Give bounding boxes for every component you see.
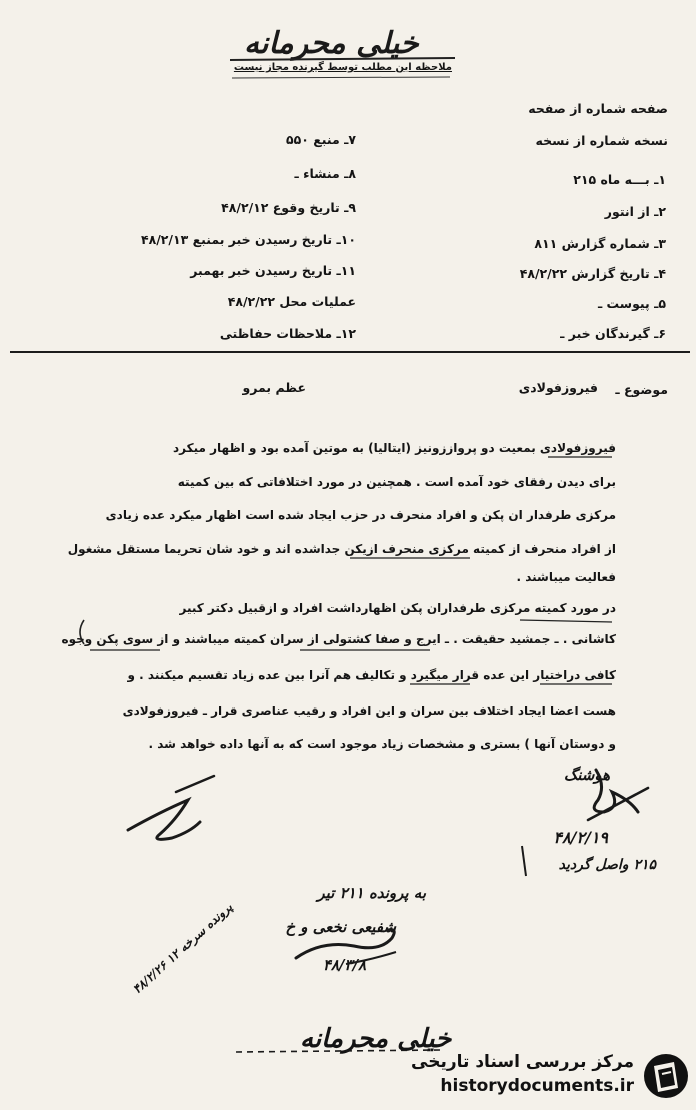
field-report-number: ۳ـ شماره گزارش ۸۱۱ [534,236,666,251]
body-line: فیروزفولادی بمعیت دو پرواززونیز (ایتالیا) به موتین آمده بود و اظهار میکرد [173,441,616,455]
field-attachment: ۵ـ پیوست ـ [597,296,666,311]
watermark-title: مرکز بررسی اسناد تاریخی [411,1052,634,1072]
field-to: ۱ـ بـــه ماه ۲۱۵ [573,172,666,187]
field-security-notes: ۱۲ـ ملاحظات حفاظتی [219,326,356,341]
handwritten-file-note: به پرونده ۲۱۱ تیر [317,884,426,902]
body-line: مرکزی طرفدار ان پکن و افراد منحرف در حزب ایجاد شده است اظهار میکرد عده زیادی [105,508,616,522]
body-line: از افراد منحرف از کمیته مرکزی منحرف ازیکن جداشده اند و خود شان تحریما مستقل مشغول [67,542,616,556]
handwritten-name-note: شفیعی نخعی و خ [285,918,396,936]
field-origin: ۸ـ منشاء ـ [294,166,356,181]
field-event-date: ۹ـ تاریخ وقوع ۴۸/۲/۱۲ [221,200,356,215]
body-line: کافی دراختیار این عده قرار میگیرد و تکالیف هم آنرا بین عده زیاد تقسیم میکنند . و [127,668,616,682]
bottom-classification-stamp: خیلی محرمانه [300,1024,452,1054]
left-signature [128,776,214,839]
field-report-date: ۴ـ تاریخ گزارش ۴۸/۲/۲۲ [519,266,666,281]
field-from: ۲ـ از انتور [604,204,666,219]
subject-label: موضوع ـ [615,382,668,397]
field-page-number: صفحه شماره از صفحه [528,101,668,116]
stamp-subtitle: ملاحظه این مطلب توسط گیرنده مجاز نیست [233,62,452,73]
handwritten-name: هوشنگ [563,766,610,784]
subject-value: فیروزفولادی [518,380,598,395]
body-line: و دوستان آنها ) بستری و مشخصات زیاد موجود است که به آنها داده خواهد شد . [148,737,616,751]
stamp-title: خیلی محرمانه [244,26,419,61]
right-signature [588,770,648,820]
handwritten-date: ۴۸/۲/۱۹ [553,828,608,847]
body-line: هست اعضا ایجاد اختلاف بین سران و این افراد و رقیب عناصری قرار ـ فیروزفولادی [122,704,616,718]
field-date-received-source: ۱۰ـ تاریخ رسیدن خبر بمنبع ۴۸/۲/۱۳ [140,232,356,247]
received-note: ۲۱۵ واصل گردید [558,857,656,873]
handwritten-side-note: پرونده سرخه ۱۲ ۴۸/۲/۲۶ [130,899,235,997]
watermark [410,1050,690,1104]
center-signature [296,930,396,964]
watermark-url: historydocuments.ir [440,1076,634,1096]
subject-evaluation: عظم بمرو [242,380,306,395]
field-operations: عملیات محل ۴۸/۲/۲۲ [227,294,356,309]
watermark-logo-icon [642,1052,690,1100]
field-recipients: ۶ـ گیرندگان خبر ـ [560,326,666,341]
body-line: در مورد کمیته مرکزی طرفداران پکن اظهارداشت افراد و ازقبیل دکتر کبیر [179,601,616,615]
body-line: برای دیدن رفقای خود آمده است . همچنین در مورد اختلافاتی که بین کمیته [177,475,616,489]
handwritten-date-note: ۴۸/۳/۸ [322,956,366,974]
field-copy-number: نسخه شماره از نسخه [535,133,668,148]
field-source: ۷ـ منبع ۵۵۰ [286,132,356,147]
body-line: فعالیت میباشند . [516,570,616,584]
field-date-received: ۱۱ـ تاریخ رسیدن خبر بهمبر [190,263,356,278]
body-line: کاشانی . ـ جمشید حقیقت . ـ ایرج و صفا کشتولی از سران کمیته میباشند و از سوی پکن وجوه [61,632,616,646]
